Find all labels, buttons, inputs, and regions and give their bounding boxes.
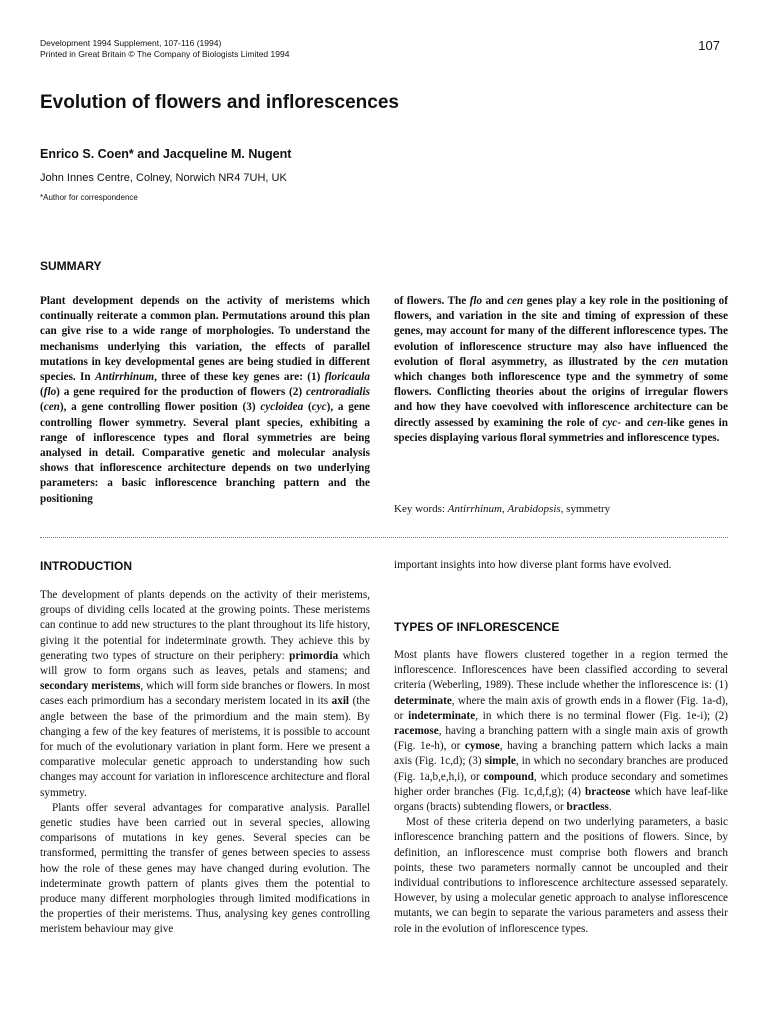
text-run: simple — [484, 755, 516, 768]
text-run: determinate — [394, 694, 452, 707]
text-run: ) a gene required for the production of flowers (2) — [56, 386, 306, 399]
keywords — [394, 503, 610, 515]
summary-right-column — [394, 294, 728, 446]
text-run: cen — [662, 355, 679, 368]
intro-paragraph-1 — [40, 588, 370, 801]
text-run: mutation which changes both inflorescence type and the symmetry of some flowers. Conflicting theories about the origins of irregular flowers and how they have coevolved with inflorescence architecture can be directly assessed by examining the role of — [394, 355, 728, 429]
text-run: cycloidea — [260, 401, 304, 414]
text-run: , — [501, 503, 508, 515]
introduction-right-column — [394, 558, 728, 573]
text-run: cen — [507, 295, 524, 307]
article-title: Evolution of flowers and inflorescences — [40, 92, 399, 113]
types-paragraph-2 — [394, 815, 728, 937]
text-run: , which will form side branches or flowers. In most cases each primordium has a secondary meristem located in its — [40, 680, 370, 708]
text-run: genes play a key role in the positioning of flowers, and variation in the site and timing of expression of these genes, may account for many of the different inflorescence types. The evolution of inflorescence structure may also have influenced the evolution of floral asymmetry, as illustrated by the — [394, 295, 728, 368]
text-run: , where the main axis of growth ends in a flower (Fig. 1a-d), or — [394, 694, 728, 722]
text-run: Plants offer several advantages for comparative analysis. Parallel genetic studies have been carried out in several species, allowing comparisons of mutations in key genes. Several species can be transformed, permitting the transfer of genes between species to assess how the role of these genes may have changed during evolution. The indeterminate growth pattern of plants gives them the potential to produce many different morphologies through limited modifications in the properties of their meristems. Thus, analysing key genes controlling meristem behaviour may give — [40, 801, 370, 936]
text-run: racemose — [394, 725, 439, 738]
affiliation: John Innes Centre, Colney, Norwich NR4 7UH, UK — [40, 172, 287, 184]
summary-left-column — [40, 294, 370, 507]
text-run: cen — [647, 416, 664, 429]
text-run: , symmetry — [560, 503, 611, 515]
text-run: Key words: — [394, 503, 448, 515]
text-run: , three of these key genes are: (1) — [154, 371, 325, 384]
text-run: , having a branching pattern with a single main axis of growth (Fig. 1e-h), or — [394, 725, 728, 753]
text-run: Plant development depends on the activity of meristems which continually reiterate a common plan. Permutations around this plan can give rise to a wide range of morphologies. To understand the mechanisms underlying this variation, the effects of parallel mutations in key developmental genes are being studied in different species. In — [40, 295, 370, 384]
text-run: compound — [483, 770, 534, 783]
text-run: primordia — [289, 649, 339, 662]
text-run: ( — [303, 401, 312, 414]
text-run: ), a gene controlling flower symmetry. Several plant species, exhibiting a range of inflorescence types and floral symmetries are being analysed in detail. Comparative genetic and molecular analysis shows that inflorescence architecture depends on two underlying parameters: a basic inflorescence branching pattern and the positioning — [40, 401, 371, 505]
text-run: ( — [40, 401, 44, 414]
intro-paragraph-2 — [40, 801, 370, 938]
introduction-left-column — [40, 588, 370, 938]
copyright-line: Printed in Great Britain © The Company of Biologists Limited 1994 — [40, 49, 290, 59]
text-run: flo — [43, 386, 57, 399]
text-run: , in which no secondary branches are produced (Fig. 1a,b,e,h,i), or — [394, 755, 728, 783]
types-paragraph-1 — [394, 648, 728, 815]
author-list: Enrico S. Coen* and Jacqueline M. Nugent — [40, 147, 292, 161]
text-run: - and — [617, 416, 648, 429]
text-run: Most plants have flowers clustered together in a region termed the inflorescence. Inflorescences have been classified according to several criteria (Weberling, 1989). These include whether the inflorescence is: (1) — [394, 649, 728, 692]
journal-citation: Development 1994 Supplement, 107-116 (1994) — [40, 38, 222, 48]
text-run: Antirrhinum — [447, 503, 502, 515]
text-run: (the angle between the base of the primordium and the main stem). By changing a few of the key features of meristems, it is possible to account for much of the evolutionary variation in plant form. Here we present a comparative molecular genetic approach to understanding how such changes may account for variation in inflorescence architecture and floral symmetry. — [40, 695, 370, 799]
text-run: , which produce secondary and sometimes higher order branches (Fig. 1c,d,f,g); (4) — [394, 770, 729, 798]
text-run: bracteose — [584, 785, 631, 798]
types-column — [394, 648, 728, 937]
text-run: floricaula — [324, 371, 371, 384]
text-run: flo — [469, 295, 483, 307]
summary-paragraph-end — [394, 294, 728, 446]
text-run: , having a branching pattern which lacks a main axis (Fig. 1c,d); (3) — [394, 740, 728, 768]
types-heading: TYPES OF INFLORESCENCE — [394, 620, 560, 634]
text-run: cyc — [602, 416, 618, 429]
text-run: of flowers. The — [394, 295, 470, 307]
text-run: secondary meristems — [40, 680, 141, 693]
intro-continuation: important insights into how diverse plant forms have evolved. — [394, 559, 672, 571]
text-run: -like genes in species displaying various floral symmetries and inflorescence types. — [394, 416, 728, 444]
text-run: cen — [43, 401, 60, 414]
correspondence-note: *Author for correspondence — [40, 193, 138, 202]
section-divider — [40, 537, 728, 538]
text-run: Antirrhinum — [94, 371, 155, 384]
text-run: Arabidopsis — [507, 503, 561, 515]
text-run: Most of these criteria depend on two underlying parameters, a basic inflorescence branching pattern and the positions of flowers. Since, by definition, an inflorescence must comprise both flowers and branch points, these two parameters normally cannot be uncoupled and their individual contributions to inflorescence architecture assessed separately. However, by using a molecular genetic approach to analyse inflorescence mutants, we can begin to separate the various parameters and assess their role in the evolution of inflorescence types. — [394, 816, 728, 935]
text-run: centroradialis — [305, 386, 370, 399]
page-number: 107 — [698, 38, 720, 53]
text-run: ( — [40, 386, 44, 399]
text-run: indeterminate — [408, 709, 476, 722]
text-run: . — [608, 801, 612, 814]
running-header — [40, 38, 289, 60]
text-run: The development of plants depends on the activity of their meristems, groups of dividing cells located at the growing points. These meristems can continue to add new structures to the plant throughout its life history, giving it the potential for indeterminate growth. They achieve this by generating two types of structure on their periphery: — [40, 589, 370, 662]
text-run: which have leaf-like organs (bracts) subtending flowers, or — [394, 785, 728, 814]
summary-heading: SUMMARY — [40, 259, 102, 273]
summary-paragraph-start — [40, 294, 370, 507]
text-run: which will grow to form organs such as leaves, petals and stamens; and — [40, 649, 370, 678]
text-run: bractless — [566, 801, 609, 814]
text-run: ), a gene controlling flower position (3) — [59, 401, 261, 414]
text-run: , in which there is no terminal flower (Fig. 1e-i); (2) — [475, 709, 728, 722]
text-run: cyc — [311, 401, 327, 414]
introduction-heading: INTRODUCTION — [40, 559, 132, 573]
text-run: and — [482, 295, 508, 307]
text-run: axil — [331, 695, 350, 708]
text-run: cymose — [464, 740, 500, 753]
